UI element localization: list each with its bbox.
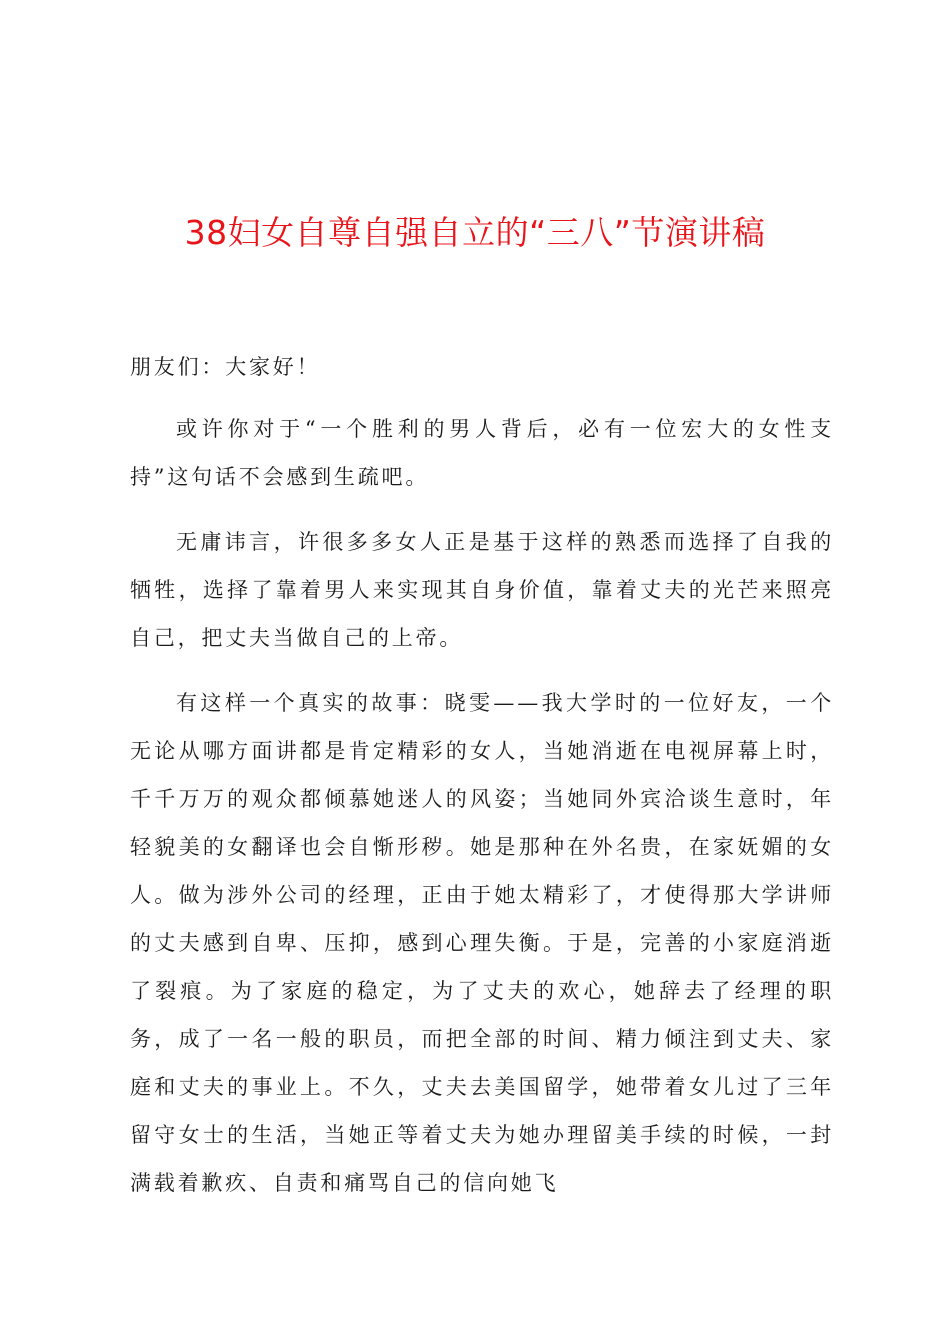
paragraph-3: 有这样一个真实的故事：晓雯——我大学时的一位好友，一个无论从哪方面讲都是肯定精彩的女人，当她消逝在电视屏幕上时，千千万万的观众都倾慕她迷人的风姿；当她同外宾洽谈生意时，年轻貌美的女翻译也会自惭形秽。她是那种在外名贵，在家妩媚的女人。做为涉外公司的经理，正由于她太精彩了，才使得那大学讲师的丈夫感到自卑、压抑，感到心理失衡。于是，完善的小家庭消逝了裂痕。为了家庭的稳定，为了丈夫的欢心，她辞去了经理的职务，成了一名一般的职员，而把全部的时间、精力倾注到丈夫、家庭和丈夫的事业上。不久，丈夫去美国留学，她带着女儿过了三年留守女士的生活，当她正等着丈夫为她办理留美手续的时候，一封满载着歉疚、自责和痛骂自己的信向她飞 (130, 691, 834, 1195)
greeting-line: 朋友们：大家好！ (130, 355, 321, 379)
paragraph-1: 或许你对于“一个胜利的男人背后，必有一位宏大的女性支持”这句话不会感到生疏吧。 (130, 417, 834, 489)
paragraph-2: 无庸讳言，许很多多女人正是基于这样的熟悉而选择了自我的牺牲，选择了靠着男人来实现其自身价值，靠着丈夫的光芒来照亮自己，把丈夫当做自己的上帝。 (130, 530, 834, 650)
document-body (130, 343, 834, 1224)
document-title: 38妇女自尊自强自立的“三八”节演讲稿 (184, 213, 766, 252)
